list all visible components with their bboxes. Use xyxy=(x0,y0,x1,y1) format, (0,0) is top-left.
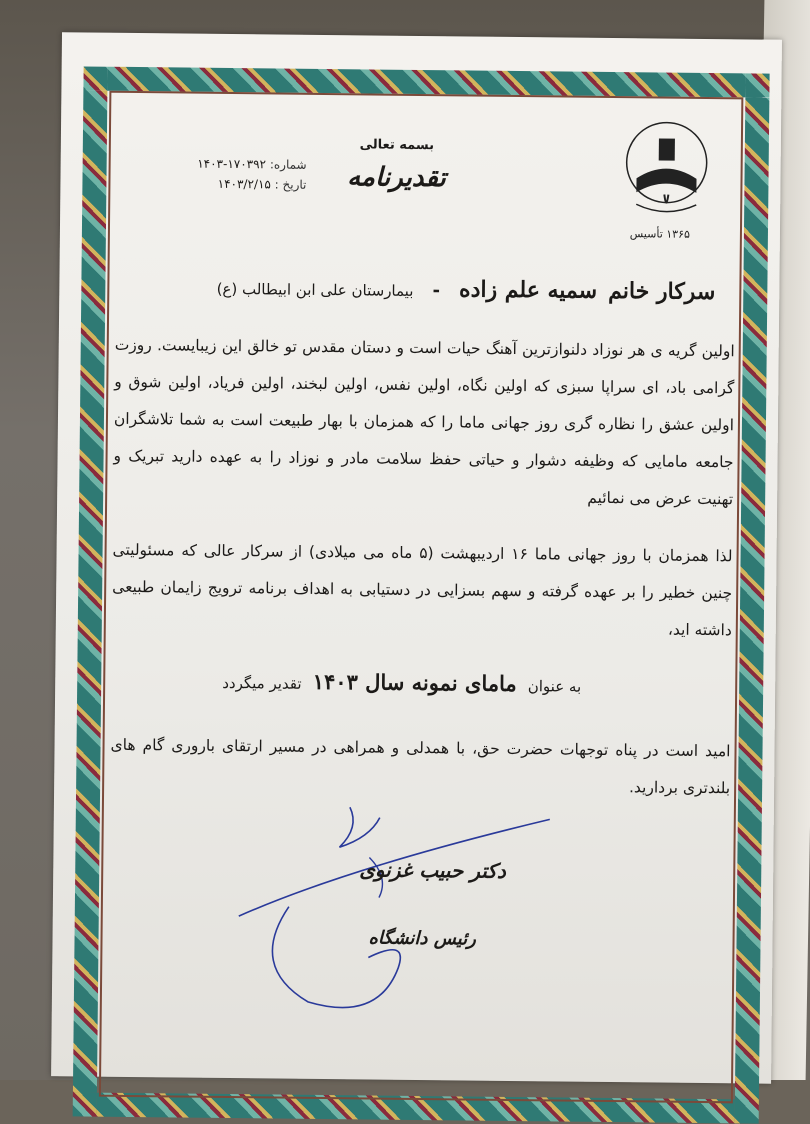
number-label: شماره: xyxy=(269,157,307,172)
signatory-name: دکتر حبیب غزنوی xyxy=(359,857,506,883)
recipient-line xyxy=(115,273,715,305)
certificate-content xyxy=(107,95,737,1061)
header-center xyxy=(336,137,457,193)
award-title: مامای نمونه سال ۱۴۰۳ xyxy=(312,668,517,697)
recipient-separator: - xyxy=(432,280,441,302)
reference-block xyxy=(146,153,306,195)
document-title: تقدیرنامه xyxy=(347,162,446,194)
university-logo-icon xyxy=(606,118,727,229)
body-paragraph-3: امید است در پناه توجهات حضرت حق، با همدلی و همراهی در مسیر ارتقای باروری گام های بلندتری بردارید. xyxy=(110,735,731,798)
number-value: ۱۷۰۳۹۲-۱۴۰۳ xyxy=(197,156,267,172)
award-prefix: به عنوان xyxy=(527,677,582,696)
handwritten-signature-icon xyxy=(228,796,570,1020)
number-line xyxy=(147,153,307,175)
certificate-paper xyxy=(51,32,782,1083)
recipient-name: سمیه علم زاده xyxy=(458,276,598,304)
award-suffix: تقدیر میگردد xyxy=(222,673,302,693)
award-line xyxy=(222,668,581,697)
date-label: تاریخ : xyxy=(274,177,307,192)
body-paragraph-1: اولین گریه ی هر نوزاد دلنوازترین آهنگ حیات است و دستان مقدس تو خالق این زیبایست. روزت گرامی باد، ای سراپا سبزی که اولین نگاه، اولین نفس، اولین لبخند، اولین فریاد، اولین شوق و اولین عشق را نظاره گری روز جهانی ماما را که همزمان با بهار طبیعت است به شما تلاشگران جامعه مامایی که وظیفه دشوار و حیاتی حفظ سلامت مادر و نوزاد را به عهده دارید تبریک و تهنیت عرض می نمائیم xyxy=(113,335,735,509)
bismillah-text: بسمه تعالی xyxy=(359,137,435,154)
logo-year: ۱۳۶۵ تأسیس xyxy=(629,227,691,241)
recipient-title: سرکار خانم xyxy=(608,277,716,306)
date-value: ۱۴۰۳/۲/۱۵ xyxy=(217,176,271,192)
recipient-hospital: بیمارستان علی ابن ابیطالب (ع) xyxy=(216,279,414,300)
signatory-role: رئیس دانشگاه xyxy=(368,927,476,950)
body-paragraph-2: لذا همزمان با روز جهانی ماما ۱۶ اردیبهشت (۵ ماه می میلادی) از سرکار عالی که مسئولیتی چنین خطیر را بر عهده گرفته و سهم بسزایی در دستیابی به اهداف برنامه ترویج زایمان طبیعی داشته اید، xyxy=(112,540,733,640)
date-line xyxy=(146,173,306,195)
